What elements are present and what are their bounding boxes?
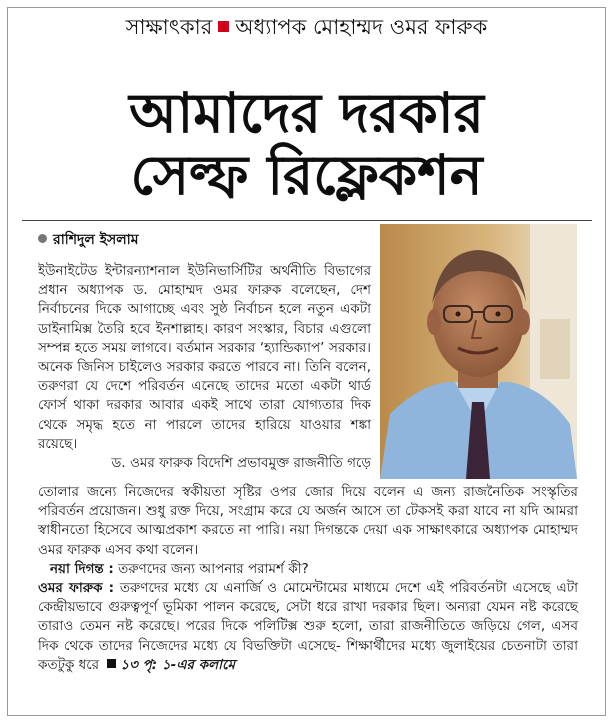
headline-line-2: সেল্ফ রিফ্লেকশন xyxy=(130,142,483,207)
portrait-illustration xyxy=(380,224,577,479)
question-text: তরুণদের জন্য আপনার পরামর্শ কী? xyxy=(118,560,309,577)
answer-speaker: ওমর ফারুক : xyxy=(38,580,115,597)
kicker xyxy=(0,14,613,40)
byline-author: রাশিদুল ইসলাম xyxy=(53,232,139,248)
intro-paragraph: ইউনাইটেড ইন্টারন্যাশনাল ইউনিভার্সিটির অর্থনীতি বিভাগের প্রধান অধ্যাপক ড. মোহাম্মদ ওমর ফারুক বলেছেন, দেশ নির্বাচনের দিকে আগাচ্ছে এবং সুষ্ঠ নির্বাচন হলে নতুন একটা ডাইনামিক্স তৈরি হবে ইনশাল্লাহ। কারণ সংস্কার, বিচার এগুলো সম্পন্ন হতে সময় লাগবে। বর্তমান সরকার ‘হ্যান্ডিক্যাপ’ সরকার। অনেক জিনিস চাইলেও সরকার করতে পারবে না। তিনি বলেন, তরুণরা যে দেশে পরিবর্তন এনেছে তাদের মতো একটা থার্ড ফোর্স থাকা দরকার আবার একই সাথে তারা যোগ্যতার দিক থেকে সমৃদ্ধ হতে না পারলে তাদের হারিয়ে যাওয়ার শঙ্কা রয়েছে। xyxy=(38,263,371,452)
full-width-body xyxy=(38,483,578,675)
kicker-person: অধ্যাপক মোহাম্মদ ওমর ফারুক xyxy=(235,15,488,39)
second-paragraph-start: ড. ওমর ফারুক বিদেশি প্রভাবমুক্ত রাজনীতি গড়ে xyxy=(111,455,371,472)
headline-line-1: আমাদের দরকার xyxy=(129,80,484,145)
answer-paragraph xyxy=(38,579,578,675)
question-speaker: নয়া দিগন্ত : xyxy=(50,560,114,577)
headline-divider xyxy=(22,220,592,221)
question-paragraph xyxy=(38,560,578,579)
intro-column xyxy=(38,262,371,473)
portrait-photo xyxy=(380,224,577,479)
continuation-jump xyxy=(103,657,235,673)
byline xyxy=(38,231,139,249)
red-square-icon xyxy=(218,21,229,32)
jump-text: ১৩ পৃ: ১-এর কলামে xyxy=(120,656,235,673)
kicker-section: সাক্ষাৎকার xyxy=(125,15,213,39)
answer-text: তরুণদের মধ্যে যে এনার্জি ও মোমেন্টামের মাধ্যমে দেশে এই পরিবর্তনটা এসেছে এটা কেন্দ্রীয়ভাবে গুরুত্বপূর্ণ ভূমিকা পালন করেছে, সেটা ধরে রাখা দরকার ছিল। অন্যরা যেমন নষ্ট করেছে তারাও তেমন নষ্ট করেছে। পরের দিকে পলিটিক্স শুরু হলো, তারা রাজনীতিতে জড়িয়ে গেল, এসব দিক থেকে তাদের নিজেদের মধ্যে যে বিভক্তিটা এসেছে- শিক্ষার্থীদের মধ্যে জুলাইয়ের চেতনাটা তারা কতটুকু ধরে xyxy=(38,580,578,673)
black-square-icon xyxy=(107,659,116,668)
second-paragraph-rest: তোলার জন্যে নিজেদের স্বকীয়তা সৃষ্টির ওপর জোর দিয়ে বলেন এ জন্য রাজনৈতিক সংস্কৃতির পরিবর্তন প্রয়োজন। শুধু রক্ত দিয়ে, সংগ্রাম করে যে অর্জন আসে তা টেকসই করা যাবে না যদি আমরা স্বাধীনতো হিসেবে আত্মপ্রকাশ করতে না পারি। নয়া দিগন্তকে দেয়া এক সাক্ষাৎকারে অধ্যাপক মোহাম্মদ ওমর ফারুক এসব কথা বলেন। xyxy=(38,484,578,558)
bullet-icon xyxy=(38,234,47,243)
